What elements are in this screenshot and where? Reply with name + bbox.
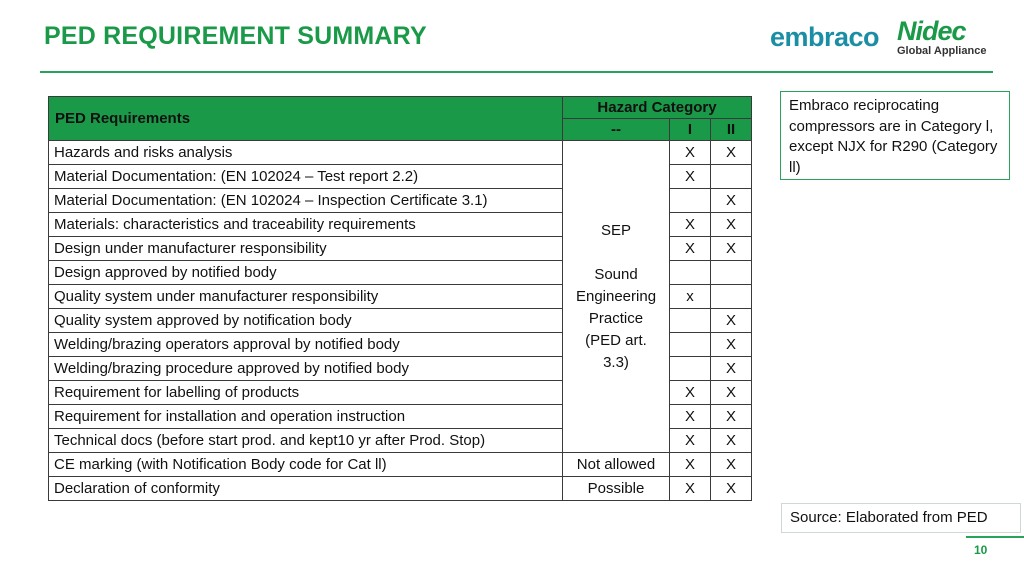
table-row — [49, 453, 752, 477]
requirement-cell: Materials: characteristics and traceability requirements — [49, 213, 563, 237]
requirement-cell: Welding/brazing operators approval by notified body — [49, 333, 563, 357]
category-none-cell: Possible — [563, 477, 670, 501]
requirement-cell: Material Documentation: (EN 102024 – Inspection Certificate 3.1) — [49, 189, 563, 213]
category-i-cell: X — [670, 213, 711, 237]
ped-requirements-table — [48, 96, 752, 501]
category-i-cell — [670, 261, 711, 285]
category-i-cell: X — [670, 381, 711, 405]
category-i-cell: X — [670, 141, 711, 165]
page-number-rule — [966, 536, 1024, 538]
category-i-cell — [670, 309, 711, 333]
category-ii-cell: X — [711, 141, 752, 165]
category-ii-cell — [711, 285, 752, 309]
table-row — [49, 141, 752, 165]
category-ii-cell: X — [711, 477, 752, 501]
requirement-cell: Technical docs (before start prod. and kept10 yr after Prod. Stop) — [49, 429, 563, 453]
category-i-cell: X — [670, 405, 711, 429]
category-none-cell: Not allowed — [563, 453, 670, 477]
title-divider — [40, 71, 993, 73]
nidec-logo: Nidec — [897, 16, 966, 46]
sep-cell — [563, 141, 670, 453]
header-category-i: I — [670, 119, 711, 141]
category-ii-cell: X — [711, 189, 752, 213]
requirement-cell: Quality system under manufacturer responsibility — [49, 285, 563, 309]
embraco-logo: embraco — [770, 22, 880, 52]
category-ii-cell: X — [711, 405, 752, 429]
category-ii-cell: X — [711, 237, 752, 261]
header-hazard-category: Hazard Category — [563, 97, 752, 119]
requirement-cell: Requirement for installation and operation instruction — [49, 405, 563, 429]
requirement-cell: Declaration of conformity — [49, 477, 563, 501]
category-i-cell — [670, 333, 711, 357]
page-title: PED REQUIREMENT SUMMARY — [44, 22, 427, 50]
sep-text: SEP Sound Engineering Practice (PED art. 3.3) — [575, 221, 657, 371]
category-i-cell: X — [670, 429, 711, 453]
category-note: Embraco reciprocating compressors are in Category l, except NJX for R290 (Category ll) — [780, 91, 1010, 180]
category-ii-cell: X — [711, 309, 752, 333]
page-number: 10 — [974, 543, 988, 557]
requirement-cell: Requirement for labelling of products — [49, 381, 563, 405]
category-i-cell: X — [670, 165, 711, 189]
requirement-cell: Design under manufacturer responsibility — [49, 237, 563, 261]
category-i-cell — [670, 357, 711, 381]
category-i-cell: x — [670, 285, 711, 309]
category-ii-cell: X — [711, 333, 752, 357]
category-i-cell: X — [670, 453, 711, 477]
requirement-cell: Material Documentation: (EN 102024 – Test report 2.2) — [49, 165, 563, 189]
nidec-logo-subtitle: Global Appliance — [897, 45, 987, 57]
requirement-cell: Quality system approved by notification body — [49, 309, 563, 333]
requirement-cell: Design approved by notified body — [49, 261, 563, 285]
requirement-cell: Welding/brazing procedure approved by notified body — [49, 357, 563, 381]
category-ii-cell: X — [711, 429, 752, 453]
category-ii-cell: X — [711, 381, 752, 405]
header-category-ii: II — [711, 119, 752, 141]
header-ped-requirements: PED Requirements — [49, 97, 563, 141]
requirement-cell: Hazards and risks analysis — [49, 141, 563, 165]
source-note: Source: Elaborated from PED — [781, 503, 1021, 533]
category-i-cell — [670, 189, 711, 213]
category-i-cell: X — [670, 237, 711, 261]
category-i-cell: X — [670, 477, 711, 501]
category-ii-cell — [711, 165, 752, 189]
table-row — [49, 477, 752, 501]
category-ii-cell: X — [711, 357, 752, 381]
category-ii-cell — [711, 261, 752, 285]
requirement-cell: CE marking (with Notification Body code for Cat ll) — [49, 453, 563, 477]
category-ii-cell: X — [711, 213, 752, 237]
category-ii-cell: X — [711, 453, 752, 477]
header-category-none: -- — [563, 119, 670, 141]
